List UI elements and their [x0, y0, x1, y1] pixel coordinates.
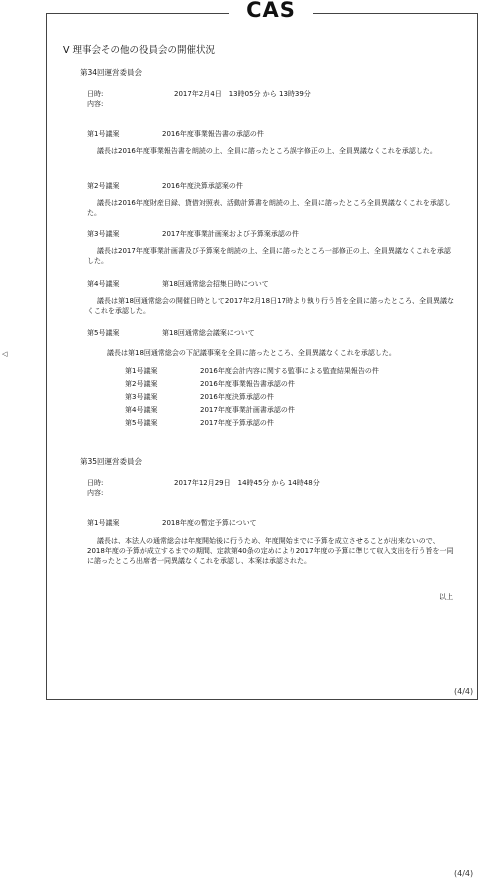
closing-text: 以上	[439, 593, 453, 601]
agenda-title: 2018年度の暫定予算について	[162, 519, 257, 527]
sub-agenda-number: 第2号議案	[125, 380, 158, 388]
meeting-35-datetime-value: 2017年12月29日 14時45分 から 14時48分	[174, 479, 320, 487]
sub-agenda-number: 第1号議案	[125, 367, 158, 375]
sub-agenda-number: 第3号議案	[125, 393, 158, 401]
sub-agenda-title: 2016年度事業報告書承認の件	[200, 380, 295, 388]
agenda-body: 議長は、本法人の通常総会は年度開始後に行うため、年度開始までに予算を成立させることが出来ないので、2018年度の予算が成立するまでの期間、定款第40条の定めにより2017年度の予算に準じて収入支出を行う旨を一同に諮ったところ出席者一同異議なくこれを承認し、本案は承認された。	[87, 537, 454, 565]
agenda-number: 第4号議案	[87, 280, 120, 288]
logo-text: CAS	[246, 0, 296, 22]
agenda-number: 第1号議案	[87, 519, 120, 527]
agenda-body: 議長は2016年度事業報告書を朗読の上、全員に諮ったところ誤字修正の上、全員異議なくこれを承認した。	[97, 147, 437, 155]
page-number-outer: (4/4)	[454, 869, 474, 878]
sub-agenda-number: 第4号議案	[125, 406, 158, 414]
agenda-body: 議長は第18回通常総会の開催日時として2017年2月18日17時より執り行う旨を全員に諮ったところ、全員異議なくこれを承認した。	[87, 297, 454, 315]
meeting-35-heading: 第35回運営委員会	[80, 457, 143, 466]
meeting-34-content-label: 内容:	[87, 100, 104, 108]
meeting-34-datetime-label: 日時:	[87, 90, 104, 98]
meeting-35-datetime-label: 日時:	[87, 479, 104, 487]
meeting-34-datetime-value: 2017年2月4日 13時05分 から 13時39分	[174, 90, 311, 98]
sub-agenda-title: 2017年度予算承認の件	[200, 419, 274, 427]
meeting-34-heading: 第34回運営委員会	[80, 68, 143, 77]
agenda-number: 第5号議案	[87, 329, 120, 337]
sub-agenda-title: 2016年度決算承認の件	[200, 393, 274, 401]
agenda-number: 第3号議案	[87, 230, 120, 238]
sub-agenda-title: 2017年度事業計画書承認の件	[200, 406, 295, 414]
cas-logo	[229, 0, 313, 22]
sub-agenda-number: 第5号議案	[125, 419, 158, 427]
agenda-title: 2017年度事業計画案および予算案承認の件	[162, 230, 299, 238]
agenda-title: 第18回通常総会議案について	[162, 329, 255, 337]
agenda-title: 第18回通常総会招集日時について	[162, 280, 269, 288]
page-nav-marker-icon[interactable]: ◁	[2, 350, 8, 358]
agenda-body: 議長は2016年度財産目録、貸借対照表、活動計算書を朗読の上、全員に諮ったところ全員異議なくこれを承認した。	[87, 199, 451, 217]
sub-agenda-title: 2016年度会計内容に関する監事による監査結果報告の件	[200, 367, 379, 375]
page-number-inner: (4/4)	[454, 687, 474, 696]
meeting-35-content-label: 内容:	[87, 489, 104, 497]
agenda-title: 2016年度決算承認案の件	[162, 182, 243, 190]
agenda-title: 2016年度事業報告書の承認の件	[162, 130, 264, 138]
agenda-body: 議長は第18回通常総会の下記議事案を全員に諮ったところ、全員異議なくこれを承認した。	[107, 349, 396, 357]
section-title: Ⅴ 理事会その他の役員会の開催状況	[63, 45, 216, 56]
agenda-number: 第1号議案	[87, 130, 120, 138]
agenda-body: 議長は2017年度事業計画書及び予算案を朗読の上、全員に諮ったところ一部修正の上、全員異議なくこれを承認した。	[87, 247, 451, 265]
agenda-number: 第2号議案	[87, 182, 120, 190]
